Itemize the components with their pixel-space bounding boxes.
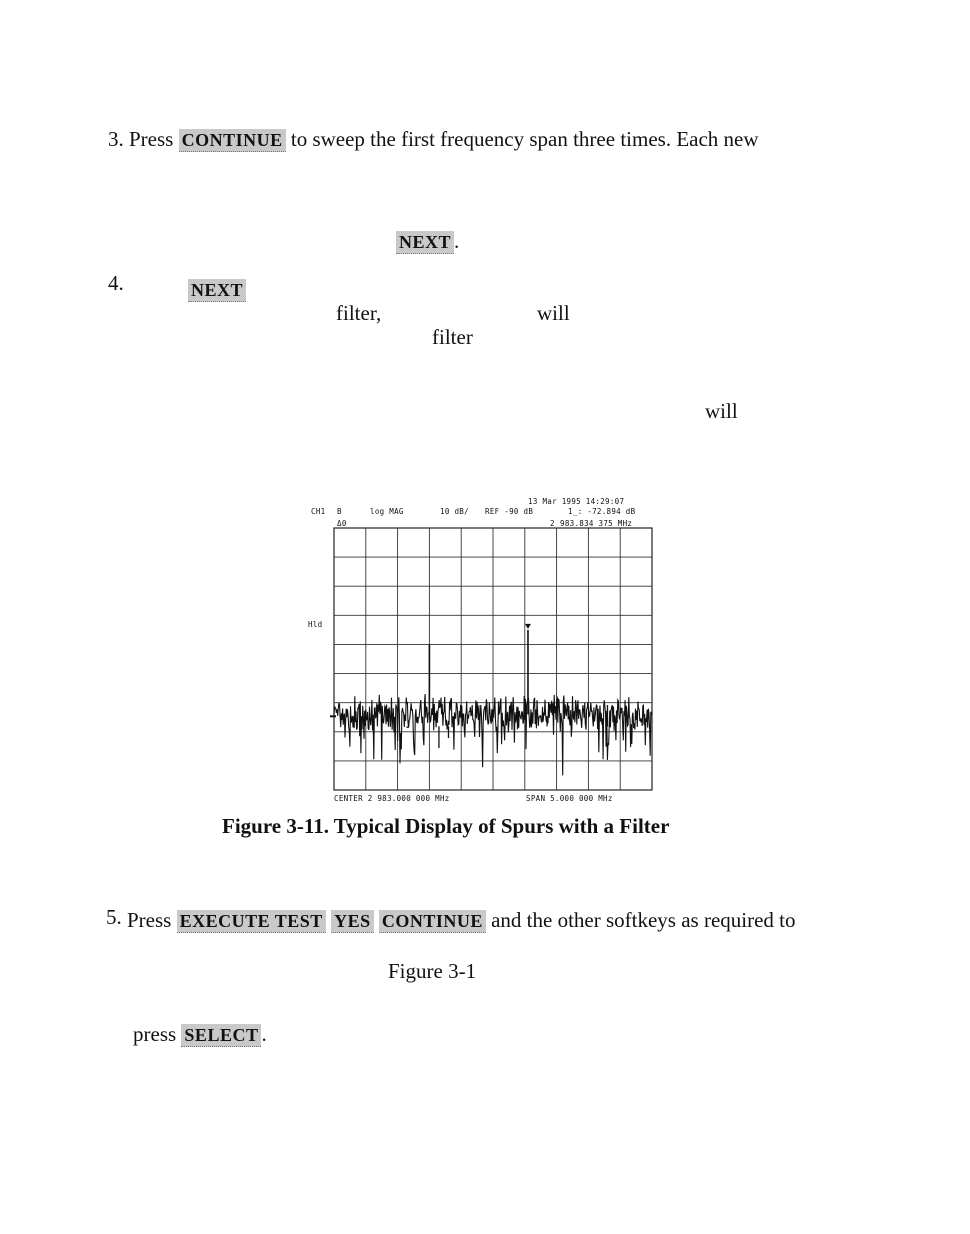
- step3-press: Press: [129, 127, 174, 151]
- screen-ref: REF -90 dB: [485, 507, 534, 516]
- spur-trace: [330, 624, 652, 776]
- step4-word-filter: filter,: [336, 301, 382, 325]
- screen-chan-b: B: [337, 507, 342, 516]
- screen-scale: 10 dB/: [440, 507, 469, 516]
- step5-text: and the other softkeys as required to: [491, 908, 796, 932]
- step3-period: .: [454, 229, 460, 253]
- screen-center: CENTER 2 983.000 000 MHz: [334, 794, 450, 803]
- continue-softkey[interactable]: CONTINUE: [179, 129, 286, 152]
- step5-line1: [106, 907, 796, 933]
- step5-press: Press: [127, 908, 172, 932]
- next-softkey[interactable]: NEXT: [396, 231, 454, 254]
- screen-marker-freq: 983.834 375 MHz: [560, 519, 633, 528]
- step5-number: 5.: [106, 905, 122, 929]
- marker-triangle: [525, 624, 531, 629]
- step4-word-filter-2: filter: [432, 325, 473, 349]
- step4-word-will: will: [537, 301, 570, 325]
- screen-span: SPAN 5.000 000 MHz: [526, 794, 613, 803]
- step5-press2: press: [133, 1022, 177, 1046]
- continue-softkey-2[interactable]: CONTINUE: [379, 910, 486, 933]
- screen-format: log MAG: [370, 507, 404, 516]
- step5-period: .: [261, 1022, 267, 1046]
- yes-softkey[interactable]: YES: [331, 910, 374, 933]
- next-softkey-2[interactable]: NEXT: [188, 279, 246, 302]
- screen-hld: Hld: [308, 620, 323, 629]
- screen-corner: Δ0: [337, 519, 347, 528]
- figure-caption: Figure 3-11. Typical Display of Spurs with a Filter: [222, 814, 670, 838]
- select-softkey[interactable]: SELECT: [181, 1024, 261, 1047]
- step3-text: to sweep the first frequency span three times. Each new: [290, 127, 759, 151]
- step4-word-will-2: will: [705, 399, 738, 423]
- screen-channel: CH1: [311, 507, 326, 516]
- step5-figure-ref: Figure 3-1: [388, 959, 477, 983]
- screen-marker: 1_: -72.894 dB: [568, 507, 636, 516]
- execute-test-softkey[interactable]: EXECUTE TEST: [177, 910, 326, 933]
- step3-number: 3.: [108, 127, 124, 151]
- step4-number: 4.: [108, 271, 124, 295]
- screen-date: 13 Mar 1995 14:29:07: [528, 497, 625, 506]
- step5-line-select: [133, 1021, 267, 1047]
- screen-marker-num: 2: [550, 519, 555, 528]
